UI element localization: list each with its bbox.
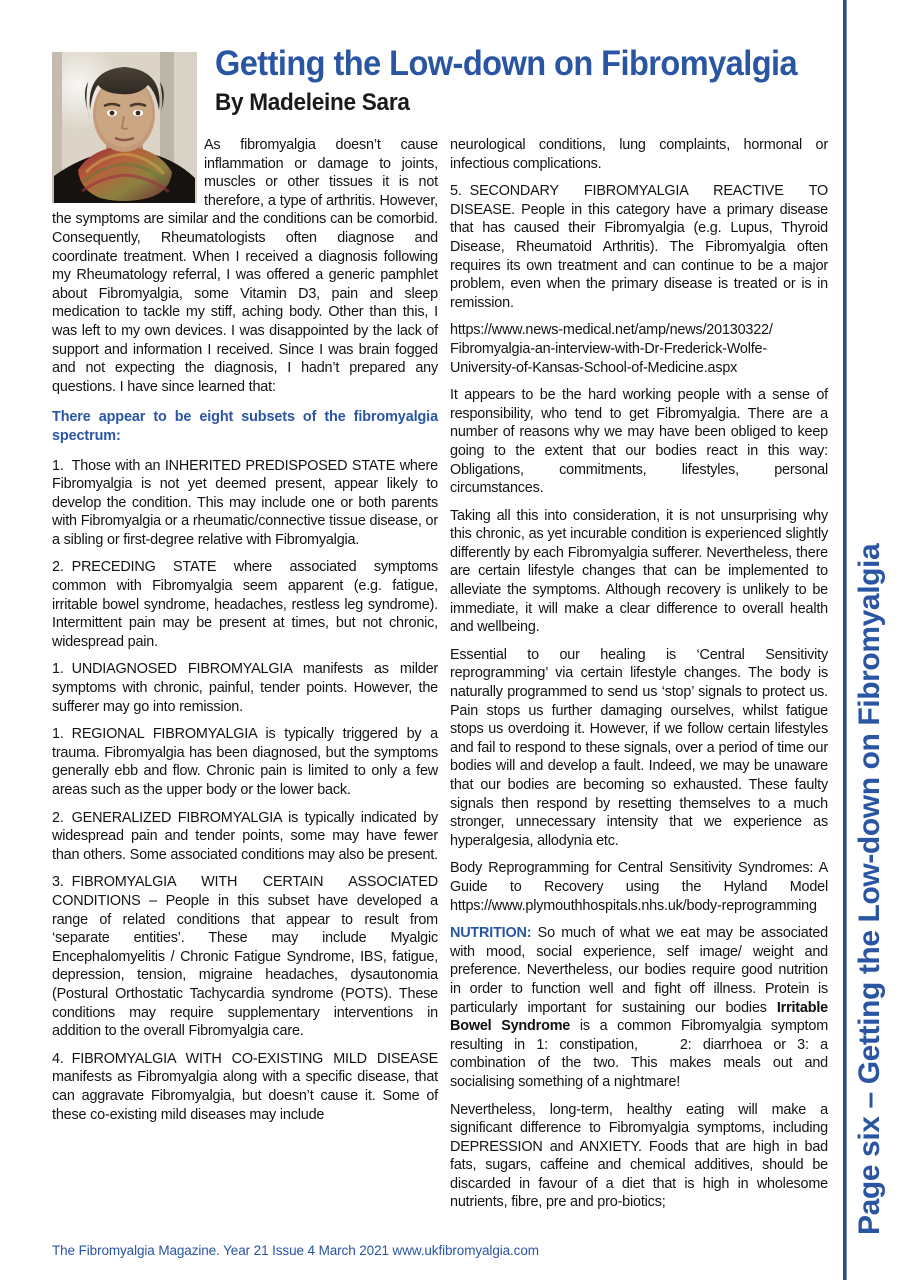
list-item bbox=[52, 873, 438, 1040]
list-item-number: 1. bbox=[52, 726, 64, 743]
list-item bbox=[52, 660, 438, 716]
list-item-text: GENERALIZED FIBROMYALGIA is typically indicated by widespread pain and tender points, some may have fewer than others. Some associated conditions may also be present. bbox=[52, 809, 438, 863]
title-block bbox=[215, 44, 828, 118]
left-text-column bbox=[52, 136, 438, 1124]
list-item bbox=[52, 725, 438, 799]
paragraph-intro: As fibromyalgia doesn’t cause inflammation or damage to joints, muscles or other tissues it is not therefore, a type of arthritis. However, the symptoms are similar and the conditions can be comorbid. Consequently, Rheumatologists often diagnose and coordinate treatment. When I received a diagnosis following my Rheumatology referral, I was offered a generic pamphlet about Fibromyalgia, some Vitamin D3, pain and sleep medication to tackle my stiff, aching body. Other than this, I was left to my own devices. I was disappointed by the lack of support and information I received. Since I was brain fogged and not expecting the diagnosis, I hadn’t prepared any questions. I have since learned that: bbox=[52, 137, 438, 395]
page-footer: The Fibromyalgia Magazine. Year 21 Issue 4 March 2021 www.ukfibromyalgia.com bbox=[52, 1243, 539, 1258]
nutrition-text-c: 2: diarrhoea or 3: a combination of the two. This makes meals out and socialising something of a nightmare! bbox=[450, 1036, 828, 1090]
url-line: University-of-Kansas-School-of-Medicine.aspx bbox=[450, 359, 738, 376]
url-line: Fibromyalgia-an-interview-with-Dr-Frederick-Wolfe- bbox=[450, 340, 767, 357]
nutrition-text-a: So much of what we eat may be associated with mood, social experience, self image/ weight and preference. Nevertheless, our bodies require good nutrition in order to function well and fight off illness. Protein is particularly important for sustaining our bodies bbox=[450, 925, 828, 1016]
paragraph: It appears to be the hard working people with a sense of responsibility, who tend to get Fibromyalgia. There are a number of reasons why we may have been obliged to keep going to the extent that our bodies react in this way: Obligations, commitments, lifestyles, personal circumstances. bbox=[450, 387, 828, 497]
page-title: Getting the Low-down on Fibromyalgia bbox=[215, 44, 798, 83]
list-item bbox=[450, 182, 828, 312]
list-item-text: SECONDARY FIBROMYALGIA REACTIVE TO DISEASE. People in this category have a primary disease that has caused their Fibromyalgia (e.g. Lupus, Thyroid Disease, Rheumatoid Arthritis). The Fibromyalgia often requires its own treatment and can continue to be a major problem, even when the primary disease is treated or is in remission. bbox=[450, 183, 828, 311]
list-item bbox=[52, 1050, 438, 1124]
list-item-text: FIBROMYALGIA WITH CO-EXISTING MILD DISEASE manifests as Fibromyalgia along with a specific disease, that can aggravate Fibromyalgia, but doesn’t cause it. Some of these co-existing mild diseases may include bbox=[52, 1050, 438, 1123]
article-byline: By Madeleine Sara bbox=[215, 89, 410, 116]
list-item bbox=[52, 457, 438, 550]
list-item-number: 2. bbox=[52, 559, 64, 576]
nutrition-paragraph bbox=[450, 924, 828, 1091]
paragraph: Taking all this into consideration, it is not unsurprising why this chronic, as yet incurable condition is experienced slightly differently by each Fibromyalgia sufferer. Nevertheless, there are certain lifestyle changes that can be implemented to alleviate the symptoms. Although recovery is unlikely to be immediate, it will make a clear difference to overall health and wellbeing. bbox=[450, 507, 828, 636]
list-item-number: 5. bbox=[450, 183, 462, 200]
paragraph: Nevertheless, long-term, healthy eating will make a significant difference to Fibromyalgia symptoms, including DEPRESSION and ANXIETY. Foods that are high in bad fats, sugars, caffeine and chemical additives, should be discarded in favour of a diet that is high in wholesome nutrients, fibre, pre and pro-biotics; bbox=[450, 1101, 828, 1211]
paragraph-continued: neurological conditions, lung complaints, hormonal or infectious complications. bbox=[450, 137, 828, 172]
list-item-text: Those with an INHERITED PREDISPOSED STATE where Fibromyalgia is not yet deemed present, appear likely to develop the condition. This may include one or both parents with Fibromyalgia or a rheumatic/connective tissue disease, or a sibling or first-degree relative with Fibromyalgia. bbox=[52, 457, 438, 548]
list-item bbox=[52, 558, 438, 651]
nutrition-label: NUTRITION: bbox=[450, 925, 532, 942]
vertical-rule-light bbox=[846, 0, 847, 1280]
list-item-number: 4. bbox=[52, 1050, 64, 1067]
url-line: https://www.news-medical.net/amp/news/20130322/ bbox=[450, 322, 773, 339]
side-running-title bbox=[853, 0, 905, 1280]
list-item-number: 2. bbox=[52, 809, 64, 826]
reference-url-block bbox=[450, 321, 828, 377]
reference-citation: Body Reprogramming for Central Sensitivity Syndromes: A Guide to Recovery using the Hyland Model https://www.plymouthhospitals.nhs.uk/body-reprogramming bbox=[450, 860, 828, 914]
list-item-text: REGIONAL FIBROMYALGIA is typically triggered by a trauma. Fibromyalgia has been diagnosed, but the symptoms generally ebb and flow. Chronic pain is limited to only a few areas such as the upper body or the lower back. bbox=[52, 726, 438, 798]
section-subheading: There appear to be eight subsets of the fibromyalgia spectrum: bbox=[52, 409, 438, 444]
list-item-number: 1. bbox=[52, 661, 64, 678]
list-item-number: 1. bbox=[52, 457, 64, 474]
list-item-number: 3. bbox=[52, 874, 64, 891]
right-text-column bbox=[450, 136, 828, 1212]
list-item-text: PRECEDING STATE where associated symptoms common with Fibromyalgia seem apparent (e.g. fatigue, irritable bowel syndrome, headaches, restless leg syndrome). Intermittent pain may be present at times, but not chronic, widespread pain. bbox=[52, 559, 438, 650]
nutrition-text-b: is a common Fibromyalgia symptom resulting in 1: constipation, bbox=[450, 1018, 829, 1053]
paragraph: Essential to our healing is ‘Central Sensitivity reprogramming’ via certain lifestyle changes. The body is naturally programmed to send us ‘stop’ signals to protect us. Pain stops us further damaging ourselves, whilst fatigue stops us overdoing it. However, if we follow certain lifestyles and fail to respond to these signals, over a period of time our bodies will and develop a fault. Indeed, we may be unaware that our bodies are becoming so exhausted. These faulty signals then respond by resetting themselves to a much stronger, unnecessary intensity that we experience as hyperalgesia, allodynia etc. bbox=[450, 646, 828, 849]
list-item-text: FIBROMYALGIA WITH CERTAIN ASSOCIATED CONDITIONS – People in this subset have developed a range of related conditions that appear to result from ‘separate entities’. These may include Myalgic Encephalomyelitis / Chronic Fatigue Syndrome, IBS, fatigue, depression, tension, migraine headaches, dysautonomia (Postural Orthostatic Tachycardia syndrome (POTS). These conditions may require supplementary interventions in addition to the overall Fibromyalgia care. bbox=[52, 874, 438, 1040]
side-running-title-text: Page six – Getting the Low-down on Fibromyalgia bbox=[853, 543, 886, 1235]
list-item-text: UNDIAGNOSED FIBROMYALGIA manifests as milder symptoms with chronic, painful, tender points. However, the sufferer may go into remission. bbox=[52, 661, 438, 715]
list-item bbox=[52, 809, 438, 865]
article-header bbox=[52, 44, 828, 144]
ibs-bold-term: Irritable Bowel Syndrome bbox=[450, 999, 828, 1035]
